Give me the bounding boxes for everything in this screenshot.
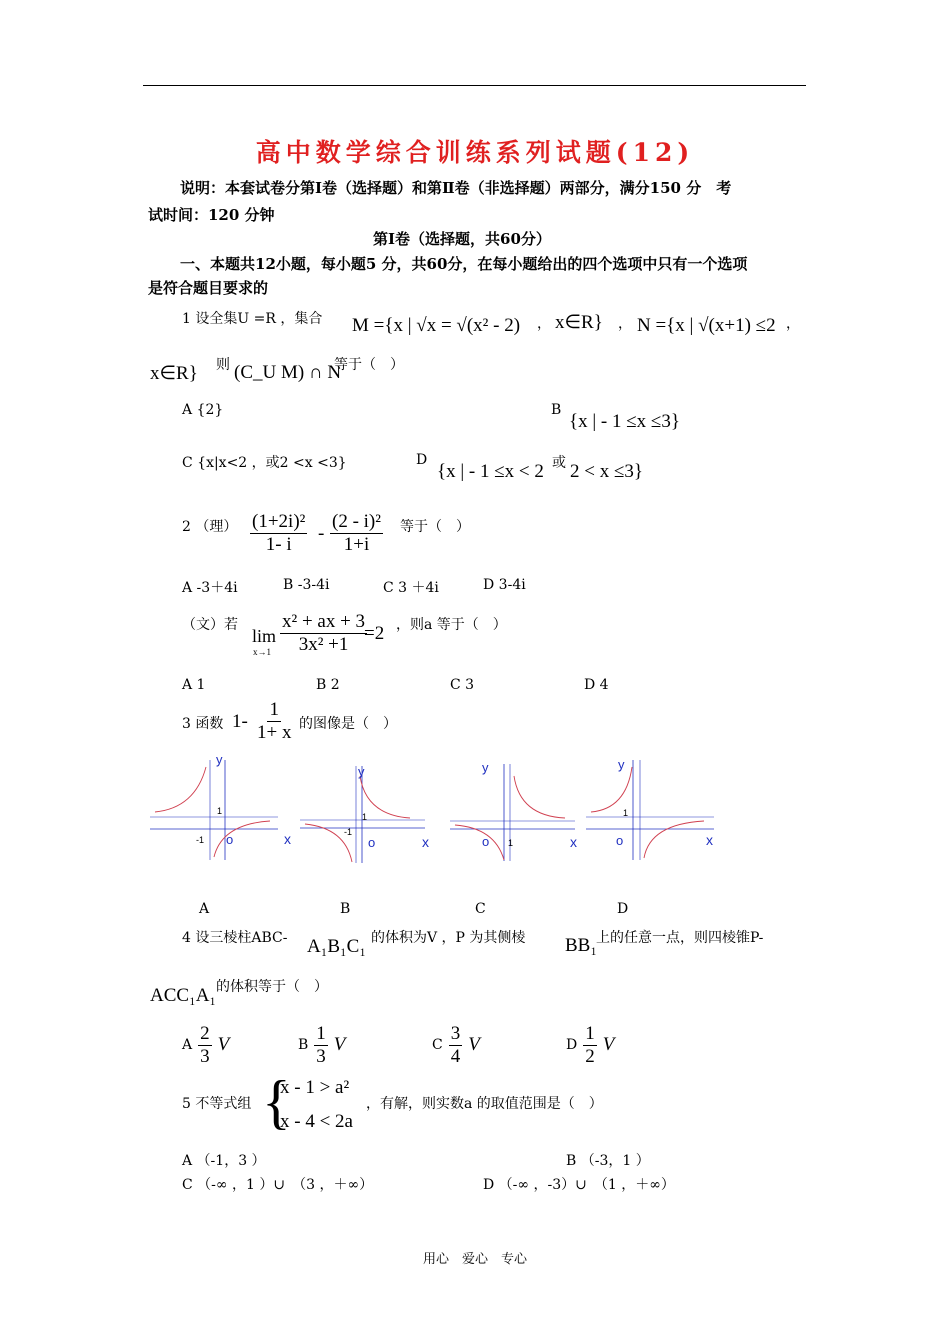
- graph-a-neg-one: -1: [196, 835, 205, 845]
- q1-equals: 等于（ ）: [334, 357, 404, 373]
- graph-c-one: 1: [508, 838, 514, 848]
- graph-b-one: 1: [362, 812, 368, 822]
- q4-option-d-den: 2: [585, 1045, 595, 1067]
- q4-option-b: [298, 1023, 345, 1068]
- q2-lim-sub: x→1: [253, 647, 271, 657]
- q5-inequality-1: x - 1 > a²: [280, 1077, 350, 1098]
- q1-x-in-r-2: x∈R}: [150, 363, 198, 384]
- graph-a: [150, 752, 290, 862]
- q1-set-m: M ={x | √x = √(x² - 2): [352, 315, 521, 336]
- graph-c-label: C: [475, 901, 486, 917]
- q2-fraction-2-den: 1+i: [343, 533, 370, 555]
- q1-option-b: {x | - 1 ≤x ≤3}: [569, 411, 680, 432]
- graph-b-y-label: y: [358, 764, 365, 779]
- q2-label: 2 （理）: [182, 519, 238, 535]
- q5-tail: ，有解，则实数a 的取值范围是（ ）: [366, 1096, 603, 1112]
- q2-wen-tail: ，则a 等于（ ）: [396, 617, 507, 633]
- q5-option-c: C （-∞ ，1 ）∪ （3 ，＋∞）: [182, 1177, 374, 1193]
- graph-d-x-label: x: [706, 832, 713, 848]
- q4-pyramid: ACC₁A₁: [150, 985, 217, 1006]
- q3-one-minus: 1-: [232, 711, 248, 732]
- q3-label: 3 函数: [182, 716, 224, 732]
- q1-option-d-part1: {x | - 1 ≤x < 2: [437, 461, 544, 482]
- q2-minus: -: [318, 523, 325, 544]
- q2-lim: lim: [252, 626, 277, 646]
- graph-b-neg-one: -1: [344, 827, 353, 837]
- graph-d-curve-right: [644, 821, 704, 858]
- graph-b-curve-right: [360, 776, 410, 818]
- graph-a-curve-left: [155, 767, 206, 812]
- q2-fraction-1: [250, 511, 307, 556]
- q4-option-d-var: V: [602, 1034, 615, 1056]
- q4-option-d-num: 1: [585, 1023, 595, 1044]
- q5-option-a: A （-1，3 ）: [182, 1153, 266, 1169]
- q2-option-b: B -3-4i: [283, 577, 330, 593]
- graph-d-origin: o: [616, 833, 624, 848]
- q2-wen-num: x² + ax + 3: [282, 611, 366, 632]
- q1-comma-1: ，: [537, 316, 551, 332]
- q4-option-a-num: 2: [200, 1023, 210, 1044]
- graph-c-origin: o: [482, 834, 490, 849]
- q4-stem-b: 的体积为V ，P 为其侧棱: [371, 930, 526, 946]
- graph-c-x-label: x: [570, 834, 577, 850]
- graph-c-curve-left: [455, 825, 504, 860]
- q1-stem: 1 设全集U =R ，集合: [182, 311, 323, 327]
- section-title: 第Ⅰ卷（选择题，共60分）: [373, 230, 551, 248]
- q1-option-d-or: 或: [552, 455, 566, 471]
- q1-comma-2: ，: [618, 316, 632, 332]
- q1-x-in-r-1: x∈R}: [555, 312, 603, 333]
- q3-den: 1+ x: [257, 721, 292, 743]
- q1-comma-3: ，: [786, 316, 800, 332]
- q5-brace: {: [262, 1069, 291, 1135]
- q4-option-d: [566, 1023, 614, 1068]
- graph-d-label: D: [617, 901, 629, 917]
- q2-equals: 等于（ ）: [400, 519, 470, 535]
- q2-fraction-2: [330, 511, 383, 556]
- page-footer: 用心 爱心 专心: [422, 1252, 527, 1267]
- q4-option-a-label: A: [182, 1037, 193, 1054]
- q5-inequality-2: x - 4 < 2a: [280, 1111, 353, 1132]
- graph-a-curve-right: [214, 821, 270, 857]
- q4-option-a-den: 3: [200, 1045, 210, 1067]
- q1-option-b-label: B: [551, 402, 562, 418]
- q4-option-b-den: 3: [316, 1045, 326, 1067]
- graph-a-one: 1: [217, 806, 223, 816]
- q2-option-d: D 3-4i: [483, 577, 526, 593]
- q2-wen-eq: =2: [364, 623, 385, 644]
- q4-option-b-num: 1: [316, 1023, 326, 1044]
- q4-option-c-den: 4: [450, 1045, 461, 1067]
- q2-option-a: A -3＋4i: [182, 580, 238, 596]
- q3-num: 1: [269, 699, 279, 720]
- q2-option-c: C 3 ＋4i: [383, 580, 439, 596]
- graph-a-x-label: x: [284, 831, 291, 847]
- q1-option-d-part2: 2 < x ≤3}: [570, 461, 644, 482]
- q1-option-c: C {x|x<2 ，或2 <x <3}: [182, 455, 347, 471]
- graph-d: [586, 752, 726, 862]
- intro-line-2: 试时间：120 分钟: [148, 206, 275, 224]
- q2-fraction-1-num: (1+2i)²: [252, 511, 306, 532]
- q4-option-b-label: B: [298, 1037, 309, 1054]
- graph-b: [300, 758, 440, 868]
- graph-a-label: A: [199, 901, 210, 917]
- q4-option-c-var: V: [468, 1034, 480, 1056]
- graph-b-x-label: x: [422, 834, 429, 850]
- q4-option-d-label: D: [566, 1037, 578, 1054]
- header-rule: [143, 85, 806, 86]
- q1-then: 则: [216, 357, 230, 373]
- graph-a-origin: o: [226, 832, 234, 847]
- q2-wen-option-d: D 4: [584, 677, 609, 693]
- page-title: 高中数学综合训练系列试题(12): [255, 138, 695, 167]
- graph-c: [450, 756, 590, 866]
- q2-fraction-2-num: (2 - i)²: [332, 511, 381, 532]
- q5-option-b: B （-3，1 ）: [566, 1153, 650, 1169]
- q4-stem-c: 上的任意一点，则四棱锥P-: [596, 930, 764, 946]
- q4-option-b-var: V: [333, 1034, 346, 1056]
- graph-c-curve-right: [514, 776, 565, 818]
- q2-fraction-1-den: 1- i: [265, 533, 292, 555]
- q1-expression: (C_U M) ∩ N: [234, 362, 342, 383]
- q2-wen-den: 3x² +1: [298, 633, 349, 655]
- q4-stem-d: 的体积等于（ ）: [216, 979, 328, 995]
- graph-b-label: B: [340, 901, 351, 917]
- q1-option-d-label: D: [416, 452, 428, 468]
- q4-stem-a: 4 设三棱柱ABC-: [182, 930, 288, 946]
- graph-d-curve-left: [591, 767, 632, 812]
- q1-option-a: A {2}: [182, 402, 224, 418]
- q2-wen-option-b: B 2: [316, 677, 340, 693]
- intro-line-1: 说明：本套试卷分第Ⅰ卷（选择题）和第Ⅱ卷（非选择题）两部分，满分150 分 考: [180, 179, 732, 197]
- graph-d-one: 1: [623, 808, 629, 818]
- q3-tail: 的图像是（ ）: [299, 716, 397, 732]
- q4-edge: BB₁: [565, 935, 597, 956]
- part1-line-1: 一、本题共12小题，每小题5 分，共60分，在每小题给出的四个选项中只有一个选项: [180, 255, 748, 273]
- q5-label: 5 不等式组: [182, 1096, 252, 1112]
- part1-line-2: 是符合题目要求的: [148, 279, 269, 297]
- q2-wen-option-c: C 3: [450, 677, 475, 693]
- q4-option-c-label: C: [432, 1037, 443, 1054]
- q1-set-n: N ={x | √(x+1) ≤2: [637, 315, 776, 336]
- q3-fraction: [255, 699, 293, 744]
- q4-prism-top: A₁B₁C₁: [307, 936, 366, 957]
- graph-b-origin: o: [368, 835, 376, 850]
- q4-option-c: [432, 1023, 480, 1068]
- q5-option-d: D （-∞ ，-3）∪ （1 ，＋∞）: [483, 1177, 675, 1193]
- q4-option-a-var: V: [217, 1034, 230, 1056]
- graph-a-y-label: y: [216, 752, 223, 767]
- graph-c-y-label: y: [482, 760, 489, 775]
- graph-d-y-label: y: [618, 757, 625, 772]
- q2-wen-option-a: A 1: [182, 677, 206, 693]
- q2-wen-fraction: [280, 611, 367, 656]
- q2-wen-label: （文）若: [182, 617, 238, 633]
- q4-option-a: [182, 1023, 229, 1068]
- q4-option-c-num: 3: [450, 1023, 461, 1044]
